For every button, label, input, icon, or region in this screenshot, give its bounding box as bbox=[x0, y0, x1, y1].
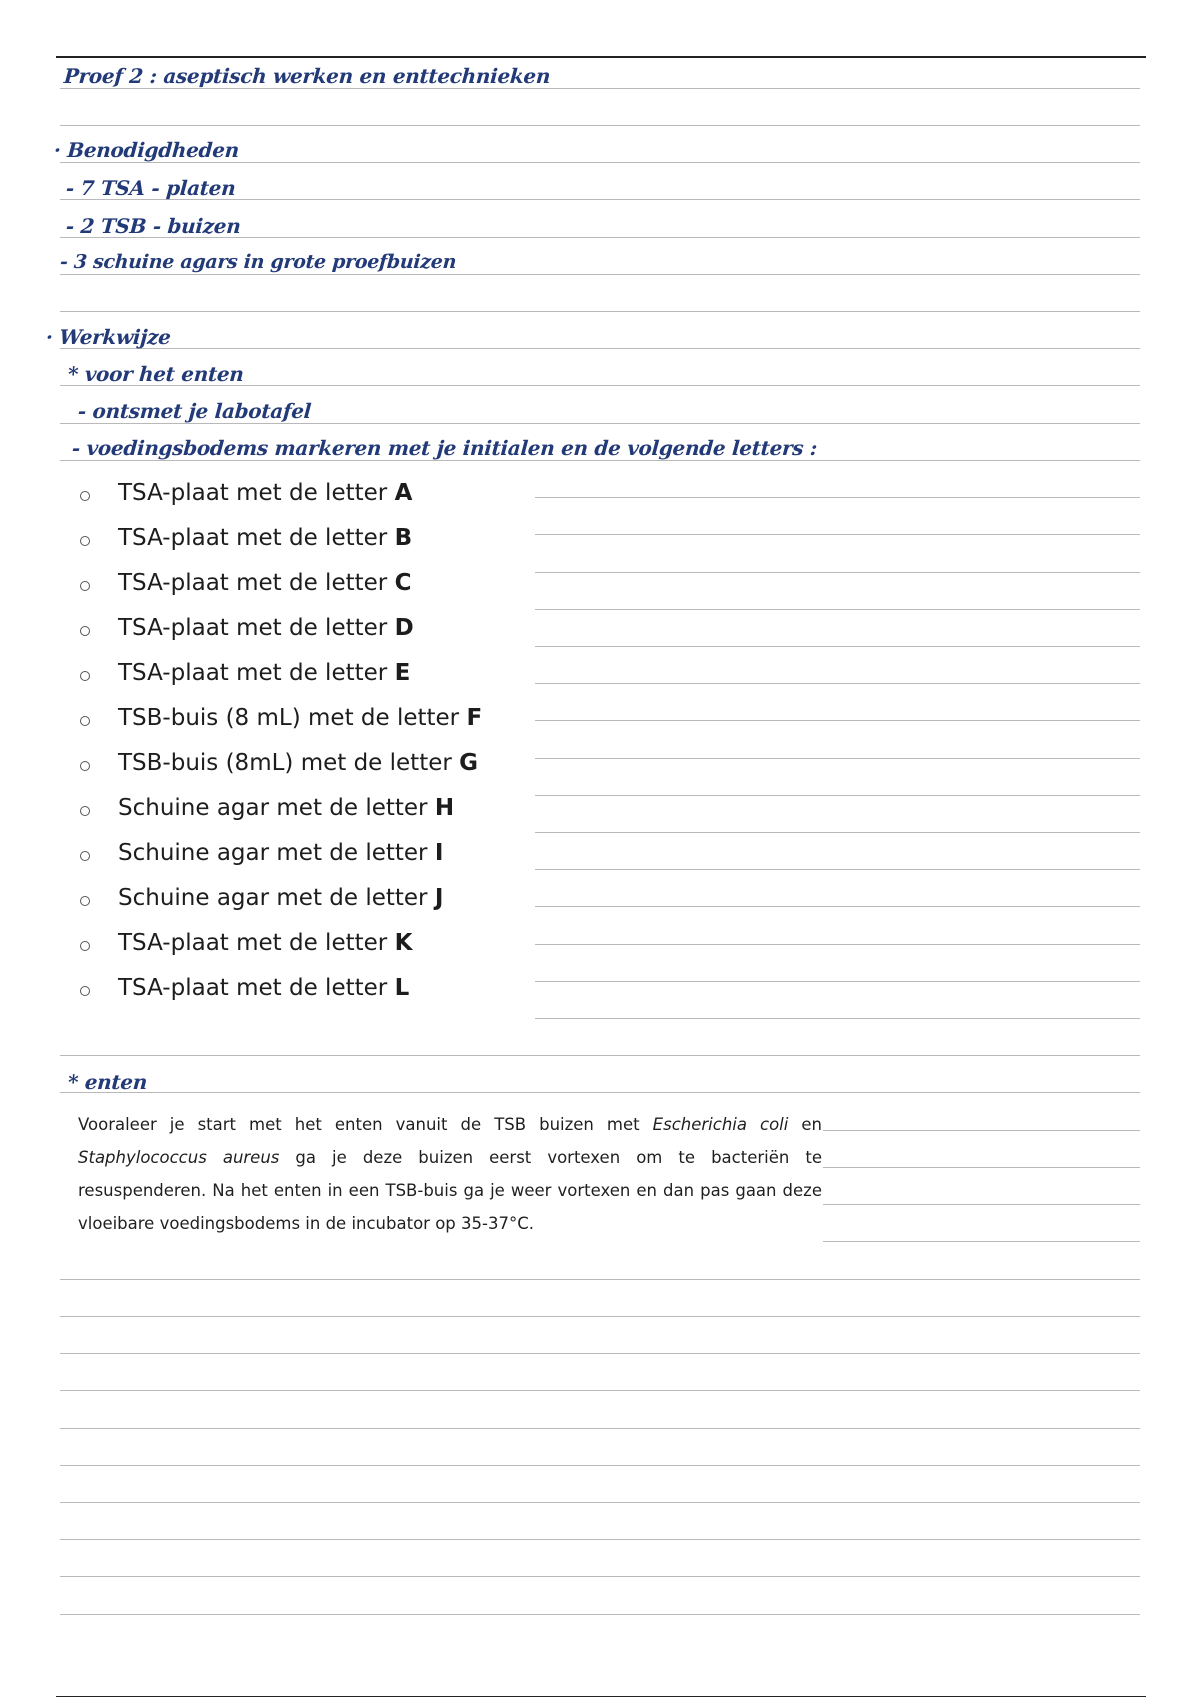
list-item-letter: K bbox=[394, 930, 413, 956]
list-item-text bbox=[118, 930, 412, 956]
top-border bbox=[56, 56, 1146, 58]
list-item bbox=[80, 927, 412, 959]
benodigdheden-heading-text: Benodigdheden bbox=[66, 138, 240, 162]
ruled-line bbox=[60, 274, 1140, 275]
benodigdheden-item: - 2 TSB - buizen bbox=[65, 214, 242, 238]
list-item-letter: H bbox=[434, 795, 455, 821]
bullet-circle-icon bbox=[80, 716, 90, 726]
ruled-line bbox=[823, 1204, 1140, 1205]
werkwijze-heading-text: Werkwijze bbox=[58, 325, 172, 349]
list-item bbox=[80, 522, 412, 554]
list-item bbox=[80, 477, 412, 509]
bullet-circle-icon bbox=[80, 581, 90, 591]
list-item-text bbox=[118, 795, 454, 821]
werkwijze-step: - voedingsbodems markeren met je initialen en de volgende letters : bbox=[71, 436, 818, 460]
enten-heading: * enten bbox=[67, 1070, 148, 1094]
ruled-line bbox=[60, 1614, 1140, 1615]
list-item-letter: A bbox=[394, 480, 413, 506]
list-item-label: TSB-buis (8 mL) met de letter bbox=[118, 705, 467, 731]
list-item-label: TSA-plaat met de letter bbox=[118, 570, 395, 596]
ruled-line bbox=[535, 869, 1140, 870]
ruled-line bbox=[60, 1353, 1140, 1354]
ruled-line bbox=[535, 572, 1140, 573]
bullet-circle-icon bbox=[80, 896, 90, 906]
ruled-line bbox=[60, 1279, 1140, 1280]
ruled-line bbox=[60, 1055, 1140, 1056]
ruled-line bbox=[535, 832, 1140, 833]
ruled-line bbox=[60, 1390, 1140, 1391]
list-item-text bbox=[118, 570, 411, 596]
list-item-label: Schuine agar met de letter bbox=[118, 885, 435, 911]
list-item bbox=[80, 882, 443, 914]
list-item bbox=[80, 702, 482, 734]
bullet-circle-icon bbox=[80, 671, 90, 681]
list-item-label: TSA-plaat met de letter bbox=[118, 930, 395, 956]
ruled-line bbox=[535, 497, 1140, 498]
list-item-letter: D bbox=[394, 615, 414, 641]
enten-paragraph bbox=[78, 1108, 822, 1240]
ruled-line bbox=[535, 1018, 1140, 1019]
ruled-line bbox=[60, 125, 1140, 126]
list-item-text bbox=[118, 615, 414, 641]
list-item-text bbox=[118, 705, 482, 731]
bullet-circle-icon bbox=[80, 491, 90, 501]
werkwijze-heading: · Werkwijze bbox=[45, 325, 172, 349]
list-item-label: TSA-plaat met de letter bbox=[118, 525, 395, 551]
bottom-border bbox=[56, 1696, 1146, 1697]
ruled-line bbox=[823, 1167, 1140, 1168]
list-item bbox=[80, 792, 454, 824]
list-item-label: TSB-buis (8mL) met de letter bbox=[118, 750, 460, 776]
ruled-line bbox=[823, 1241, 1140, 1242]
ruled-line bbox=[535, 609, 1140, 610]
list-item-letter: E bbox=[394, 660, 411, 686]
ruled-line bbox=[60, 88, 1140, 89]
ruled-line bbox=[535, 720, 1140, 721]
bullet-circle-icon bbox=[80, 761, 90, 771]
list-item-label: Schuine agar met de letter bbox=[118, 840, 435, 866]
ruled-line bbox=[60, 1502, 1140, 1503]
ruled-line bbox=[535, 683, 1140, 684]
list-item-text bbox=[118, 885, 443, 911]
list-item-text bbox=[118, 975, 409, 1001]
ruled-line bbox=[535, 795, 1140, 796]
list-item bbox=[80, 567, 411, 599]
ruled-line bbox=[60, 1092, 1140, 1093]
list-item bbox=[80, 747, 478, 779]
ruled-line bbox=[60, 162, 1140, 163]
species-name: Staphylococcus aureus bbox=[78, 1148, 280, 1167]
ruled-line bbox=[535, 534, 1140, 535]
list-item-letter: C bbox=[394, 570, 412, 596]
list-item-text bbox=[118, 750, 478, 776]
list-item-letter: J bbox=[434, 885, 444, 911]
list-item-label: Schuine agar met de letter bbox=[118, 795, 435, 821]
ruled-line bbox=[60, 1465, 1140, 1466]
species-name: Escherichia coli bbox=[652, 1115, 789, 1134]
list-item-letter: L bbox=[394, 975, 410, 1001]
ruled-line bbox=[535, 758, 1140, 759]
werkwijze-step: - ontsmet je labotafel bbox=[77, 399, 312, 423]
list-item-label: TSA-plaat met de letter bbox=[118, 615, 395, 641]
ruled-line bbox=[535, 981, 1140, 982]
ruled-line bbox=[60, 1576, 1140, 1577]
bullet-circle-icon bbox=[80, 536, 90, 546]
list-item-letter: G bbox=[459, 750, 479, 776]
page-title: Proef 2 : aseptisch werken en enttechnieken bbox=[63, 64, 552, 88]
ruled-line bbox=[535, 646, 1140, 647]
list-item bbox=[80, 657, 410, 689]
bullet-circle-icon bbox=[80, 851, 90, 861]
list-item-text bbox=[118, 525, 412, 551]
bullet-circle-icon bbox=[80, 941, 90, 951]
benodigdheden-item: - 3 schuine agars in grote proefbuizen bbox=[59, 251, 457, 273]
bullet-circle-icon bbox=[80, 806, 90, 816]
list-item-letter: F bbox=[466, 705, 483, 731]
ruled-line bbox=[60, 1316, 1140, 1317]
bullet-circle-icon bbox=[80, 986, 90, 996]
list-item-text bbox=[118, 480, 412, 506]
ruled-line bbox=[60, 348, 1140, 349]
paragraph-text: ga je deze buizen eerst vortexen om te bacteriën te resuspenderen. Na het enten in een TSB-buis ga je weer vortexen en dan pas gaan deze vloeibare voedingsbodems in de incubator op 35-37°C. bbox=[78, 1148, 822, 1233]
ruled-line bbox=[60, 1539, 1140, 1540]
list-item-text bbox=[118, 840, 443, 866]
list-item bbox=[80, 612, 414, 644]
ruled-line bbox=[535, 944, 1140, 945]
voor-het-enten-heading: * voor het enten bbox=[67, 362, 245, 386]
benodigdheden-heading: · Benodigdheden bbox=[53, 138, 240, 162]
paragraph-text: en bbox=[788, 1115, 822, 1134]
list-item-letter: I bbox=[434, 840, 444, 866]
ruled-line bbox=[535, 906, 1140, 907]
ruled-line bbox=[823, 1130, 1140, 1131]
list-item-label: TSA-plaat met de letter bbox=[118, 480, 395, 506]
list-item-label: TSA-plaat met de letter bbox=[118, 975, 395, 1001]
benodigdheden-item: - 7 TSA - platen bbox=[65, 176, 237, 200]
ruled-line bbox=[60, 460, 1140, 461]
list-item-letter: B bbox=[394, 525, 413, 551]
bullet-circle-icon bbox=[80, 626, 90, 636]
ruled-line bbox=[60, 423, 1140, 424]
paragraph-text: Vooraleer je start met het enten vanuit de TSB buizen met bbox=[78, 1115, 653, 1134]
list-item bbox=[80, 837, 443, 869]
ruled-line bbox=[60, 311, 1140, 312]
list-item-label: TSA-plaat met de letter bbox=[118, 660, 395, 686]
list-item bbox=[80, 972, 409, 1004]
list-item-text bbox=[118, 660, 410, 686]
ruled-line bbox=[60, 1428, 1140, 1429]
